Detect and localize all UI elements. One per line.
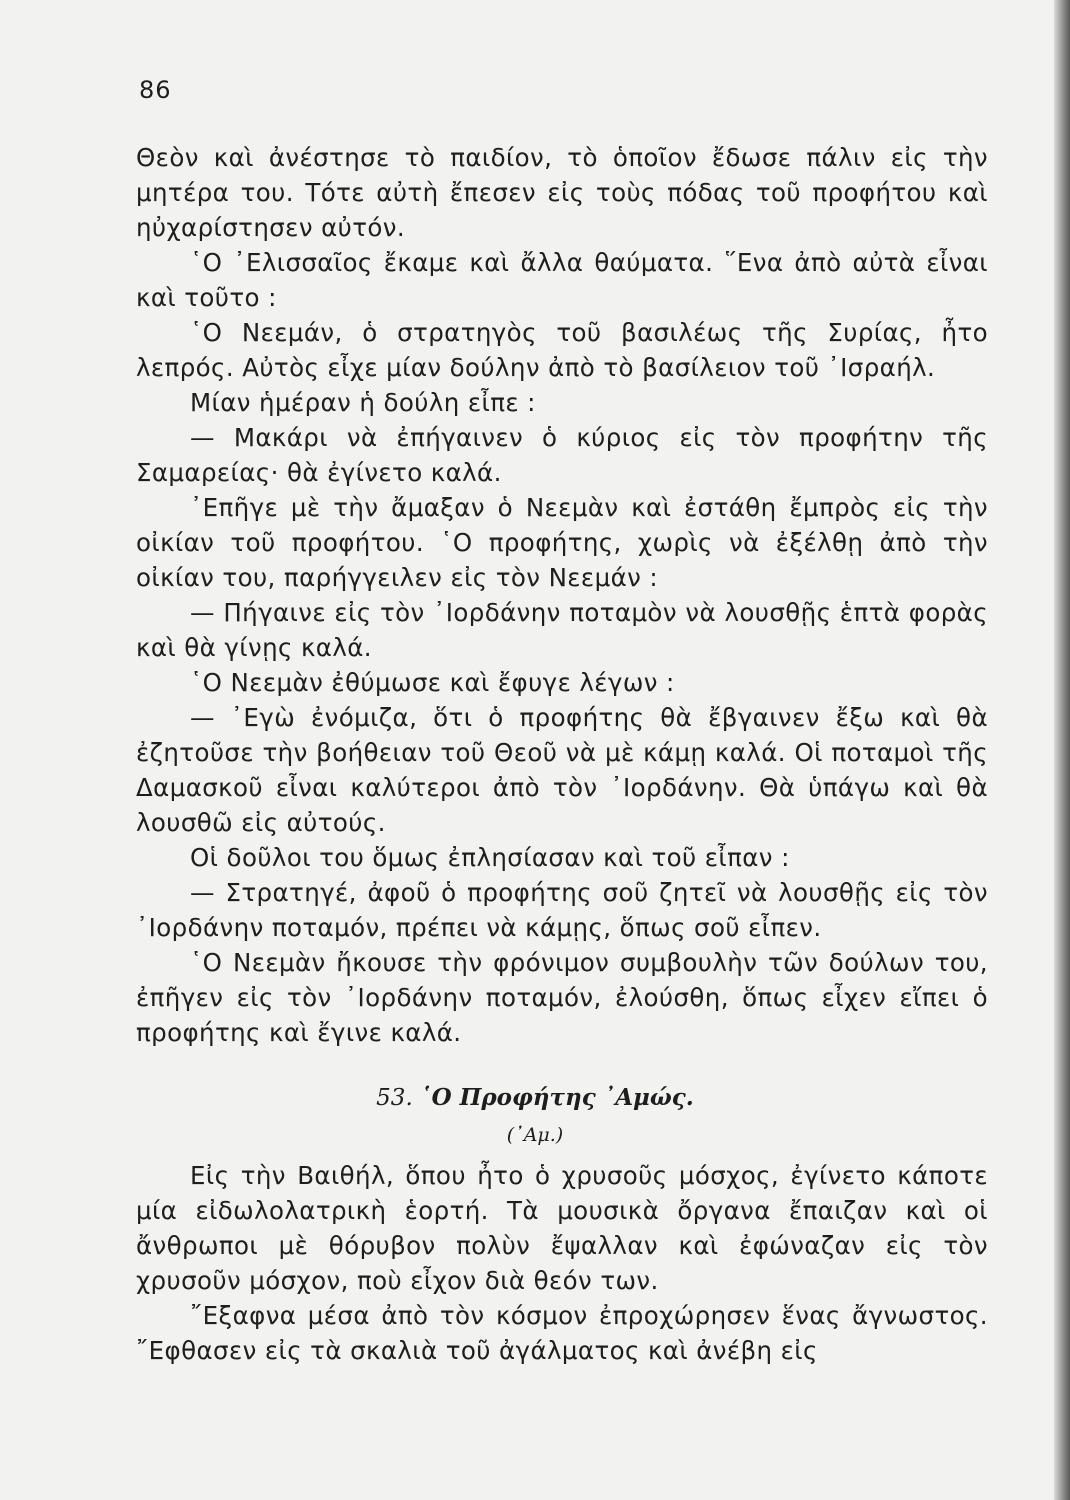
paragraph: ῾Ο Νεεμὰν ἤκουσε τὴν φρόνιμον συμβουλὴν τῶν δούλων του, ἐπῆγεν εἰς τὸν ᾿Ιορδάνην ποταμόν, ἐλούσθη, ὅπως εἶχεν εἴπει ὁ προφήτης καὶ ἔγινε καλά. — [136, 948, 988, 1047]
dialogue-paragraph: — ᾿Εγὼ ἐνόμιζα, ὅτι ὁ προφήτης θὰ ἔβγαινεν ἔξω καὶ θὰ ἐζητοῦσε τὴν βοήθειαν τοῦ Θεοῦ νὰ μὲ κάμῃ καλά. Οἱ ποταμοὶ τῆς Δαμασκοῦ εἶναι καλύτεροι ἀπὸ τὸν ᾿Ιορδάνην. Θὰ ὑπάγω καὶ θὰ λουσθῶ εἰς αὐτούς. — [136, 703, 988, 837]
paragraph: ᾿Επῆγε μὲ τὴν ἄμαξαν ὁ Νεεμὰν καὶ ἐστάθη ἔμπρὸς εἰς τὴν οἰκίαν τοῦ προφήτου. ῾Ο προφήτης, χωρὶς νὰ ἐξέλθῃ ἀπὸ τὴν οἰκίαν του, παρήγγειλεν εἰς τὸν Νεεμάν : — [136, 493, 988, 592]
paragraph: Οἱ δοῦλοι του ὅμως ἐπλησίασαν καὶ τοῦ εἶπαν : — [190, 843, 790, 872]
page-edge-shadow — [1054, 0, 1070, 1500]
paragraph: ῎Εξαφνα μέσα ἀπὸ τὸν κόσμον ἐπροχώρησεν ἕνας ἄγνωστος. ῎Εφθασεν εἰς τὰ σκαλιὰ τοῦ ἀγάλματος καὶ ἀνέβη εἰς — [136, 1301, 988, 1365]
paragraph: Εἰς τὴν Βαιθήλ, ὅπου ἦτο ὁ χρυσοῦς μόσχος, ἐγίνετο κάποτε μία εἰδωλολατρικὴ ἑορτή. Τὰ μουσικὰ ὄργανα ἔπαιζαν καὶ οἱ ἄνθρωποι μὲ θόρυβον πολὺν ἔψαλλαν καὶ ἐφώναζαν εἰς τὸν χρυσοῦν μόσχον, ποὺ εἶχον διὰ θεόν των. — [136, 1161, 988, 1295]
paragraph: Μίαν ἡμέραν ἡ δούλη εἶπε : — [190, 388, 536, 417]
paragraph: ῾Ο Νεεμὰν ἐθύμωσε καὶ ἔφυγε λέγων : — [190, 668, 675, 697]
text-block-bottom — [136, 1158, 988, 1368]
paragraph: ῾Ο Νεεμάν, ὁ στρατηγὸς τοῦ βασιλέως τῆς Συρίας, ἦτο λεπρός. Αὐτὸς εἶχε μίαν δούλην ἀπὸ τὸ βασίλειον τοῦ ᾿Ισραήλ. — [136, 318, 988, 382]
paragraph: ῾Ο ᾿Ελισσαῖος ἔκαμε καὶ ἄλλα θαύματα. ῞Ενα ἀπὸ αὐτὰ εἶναι καὶ τοῦτο : — [136, 248, 988, 312]
section-reference: (᾿Αμ.) — [506, 1124, 564, 1146]
text-block-top — [136, 140, 988, 1050]
page-number: 86 — [139, 76, 172, 104]
dialogue-paragraph: — Στρατηγέ, ἀφοῦ ὁ προφήτης σοῦ ζητεῖ νὰ λουσθῇς εἰς τὸν ᾿Ιορδάνην ποταμόν, πρέπει νὰ κάμῃς, ὅπως σοῦ εἶπεν. — [136, 878, 988, 942]
section-heading — [0, 1083, 1070, 1113]
paragraph: Θεὸν καὶ ἀνέστησε τὸ παιδίον, τὸ ὁποῖον ἔδωσε πάλιν εἰς τὴν μητέρα του. Τότε αὐτὴ ἔπεσεν εἰς τοὺς πόδας τοῦ προφήτου καὶ ηὐχαρίστησεν αὐτόν. — [136, 143, 988, 242]
section-number: 53. — [376, 1085, 413, 1111]
dialogue-paragraph: — Πήγαινε εἰς τὸν ᾿Ιορδάνην ποταμὸν νὰ λουσθῇς ἑπτὰ φορὰς καὶ θὰ γίνῃς καλά. — [136, 598, 988, 662]
section-title: ῾Ο Προφήτης ᾿Αμώς. — [420, 1084, 694, 1111]
dialogue-paragraph: — Μακάρι νὰ ἐπήγαινεν ὁ κύριος εἰς τὸν προφήτην τῆς Σαμαρείας· θὰ ἐγίνετο καλά. — [136, 423, 988, 487]
